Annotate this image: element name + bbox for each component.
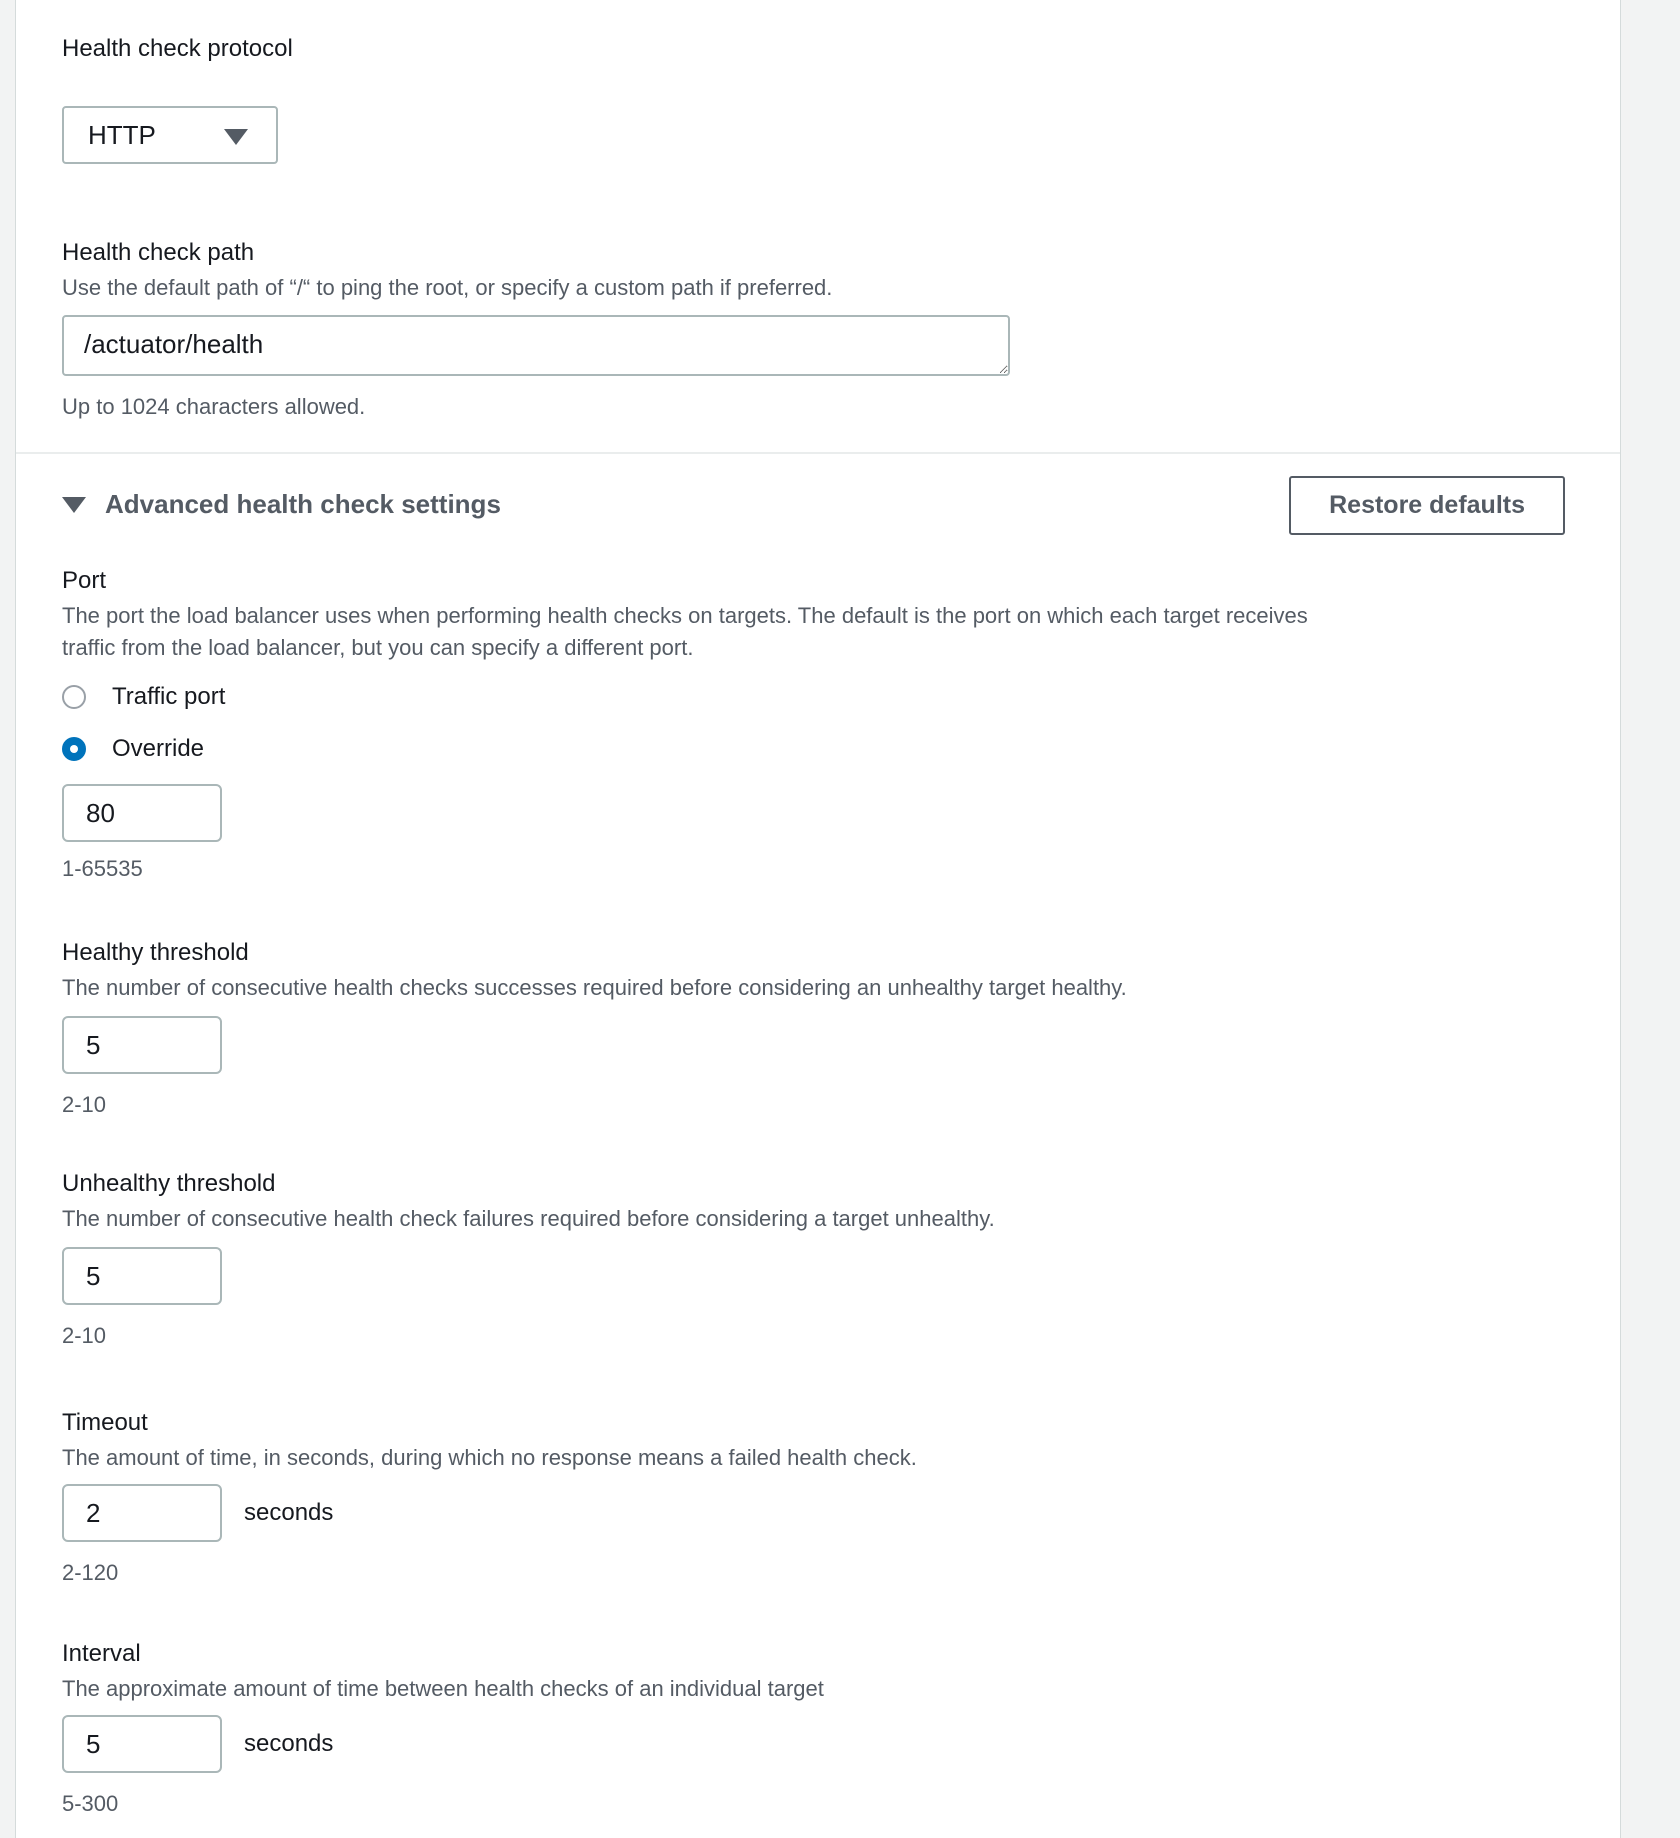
override-radio-label: Override [112,735,205,762]
health-check-path-description: Use the default path of “/“ to ping the root, or specify a custom path if preferred. [62,275,833,300]
port-override-input[interactable] [62,784,222,842]
interval-hint: 5-300 [62,1791,119,1816]
advanced-settings-expander[interactable] [62,489,501,520]
timeout-description: The amount of time, in seconds, during which no response means a failed health check. [62,1445,917,1470]
unhealthy-threshold-hint: 2-10 [62,1323,107,1348]
advanced-settings-title: Advanced health check settings [105,489,501,519]
timeout-unit-label: seconds [244,1499,334,1526]
chevron-down-icon [224,129,248,145]
interval-label: Interval [62,1640,141,1667]
caret-down-icon [62,497,86,513]
health-check-protocol-value: HTTP [88,119,156,150]
unhealthy-threshold-description: The number of consecutive health check failures required before considering a target unhealthy. [62,1206,995,1231]
restore-defaults-button[interactable]: Restore defaults [1289,476,1565,535]
timeout-hint: 2-120 [62,1560,119,1585]
health-check-path-input[interactable] [62,315,1010,376]
health-check-path-label: Health check path [62,239,255,266]
healthy-threshold-input[interactable] [62,1016,222,1074]
radio-unselected-icon [62,685,86,709]
unhealthy-threshold-label: Unhealthy threshold [62,1170,276,1197]
section-divider [16,452,1620,454]
healthy-threshold-label: Healthy threshold [62,939,249,966]
health-check-path-hint: Up to 1024 characters allowed. [62,394,366,419]
health-check-protocol-label: Health check protocol [62,35,293,62]
port-hint: 1-65535 [62,856,143,881]
port-label: Port [62,567,107,594]
interval-description: The approximate amount of time between health checks of an individual target [62,1676,824,1701]
port-description: The port the load balancer uses when performing health checks on targets. The default is the port on which each target receives traffic from the load balancer, but you can specify a different port. [62,603,1308,660]
radio-selected-icon [62,737,86,761]
healthy-threshold-hint: 2-10 [62,1092,107,1117]
timeout-input[interactable] [62,1484,222,1542]
healthy-threshold-description: The number of consecutive health checks successes required before considering an unhealthy target healthy. [62,975,1127,1000]
traffic-port-radio-label: Traffic port [112,683,226,710]
interval-input[interactable] [62,1715,222,1773]
form-panel [15,0,1621,1838]
traffic-port-radio[interactable] [62,683,225,711]
timeout-label: Timeout [62,1409,148,1436]
override-radio[interactable] [62,735,204,763]
interval-unit-label: seconds [244,1730,334,1757]
unhealthy-threshold-input[interactable] [62,1247,222,1305]
health-check-protocol-select[interactable] [62,106,278,164]
